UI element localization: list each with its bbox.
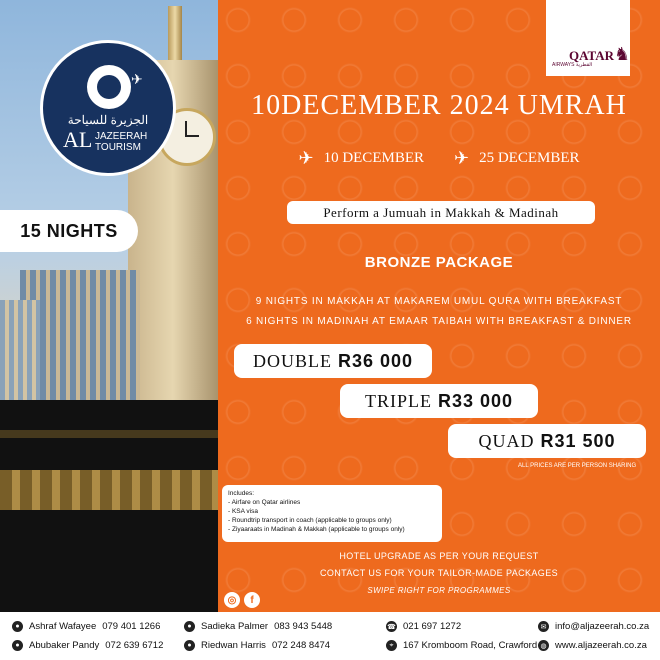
- person-icon: ●: [184, 640, 195, 651]
- website-contact: ◍ www.aljazeerah.co.za: [538, 640, 647, 651]
- al-jazeerah-logo: [40, 40, 176, 176]
- contact-person: ● Sadieka Palmer 083 943 5448: [184, 621, 332, 632]
- page-title: 10DECEMBER 2024 UMRAH: [251, 90, 627, 121]
- logo-emblem-icon: [87, 65, 131, 109]
- office-phone: ☎ 021 697 1272: [387, 621, 462, 632]
- logo-arabic-name: الجزيرة للسياحة: [67, 113, 149, 127]
- plane-depart-icon: ✈: [298, 148, 314, 168]
- logo-al: AL: [63, 127, 93, 152]
- person-icon: ●: [12, 640, 23, 651]
- person-icon: ●: [184, 621, 195, 632]
- facebook-icon[interactable]: f: [244, 592, 260, 608]
- jumuah-banner: Perform a Jumuah in Makkah & Madinah: [287, 201, 595, 224]
- globe-icon: ◍: [538, 640, 549, 651]
- email-contact: ✉ info@aljazeerah.co.za: [538, 621, 649, 632]
- contact-person: ● Abubaker Pandy 072 639 6712: [12, 640, 163, 651]
- oryx-icon: ♞: [614, 44, 631, 64]
- qatar-name: QATAR: [568, 48, 614, 63]
- depart-date: 10 DECEMBER: [323, 150, 424, 166]
- logo-plane-icon: ✈: [131, 71, 143, 87]
- person-icon: ●: [12, 621, 23, 632]
- price-triple: TRIPLE R33 000: [340, 384, 538, 418]
- location-icon: ⌖: [386, 640, 397, 651]
- price-note: ALL PRICES ARE PER PERSON SHARING: [518, 463, 637, 469]
- travel-dates: [218, 148, 660, 169]
- package-title: BRONZE PACKAGE: [364, 254, 514, 271]
- package-line-makkah: 9 NIGHTS IN MAKKAH AT MAKAREM UMUL QURA WITH BREAKFAST: [255, 296, 623, 307]
- plane-arrive-icon: ✈: [454, 148, 470, 168]
- return-date: 25 DECEMBER: [479, 150, 580, 166]
- kaaba-band: [0, 470, 218, 510]
- office-address: ⌖ 167 Kromboom Road, Crawford: [386, 640, 537, 651]
- contact-bar: [0, 612, 660, 660]
- price-double: DOUBLE R36 000: [234, 344, 432, 378]
- contact-person: ● Riedwan Harris 072 248 8474: [184, 640, 330, 651]
- includes-item: - Roundtrip transport in coach (applicable to groups only): [228, 517, 392, 524]
- phone-icon: ☎: [386, 621, 397, 632]
- nights-badge: 15 NIGHTS: [0, 210, 138, 252]
- qatar-sub: AIRWAYS القطرية: [552, 62, 593, 68]
- includes-item: - Ziyaaraats in Madinah & Makkah (applicable to groups only): [228, 526, 405, 533]
- tailor-made-text: CONTACT US FOR YOUR TAILOR-MADE PACKAGES: [319, 568, 559, 578]
- includes-box: [222, 485, 442, 542]
- instagram-icon[interactable]: ◎: [224, 592, 240, 608]
- email-icon: ✉: [538, 621, 549, 632]
- package-line-madinah: 6 NIGHTS IN MADINAH AT EMAAR TAIBAH WITH BREAKFAST & DINNER: [246, 316, 632, 327]
- logo-name: JAZEERAH TOURISM: [95, 131, 148, 153]
- includes-heading: Includes:: [228, 490, 255, 497]
- hotel-upgrade-text: HOTEL UPGRADE AS PER YOUR REQUEST: [339, 551, 539, 561]
- price-quad: QUAD R31 500: [448, 424, 646, 458]
- swipe-text: SWIPE RIGHT FOR PROGRAMMES: [367, 586, 511, 595]
- includes-item: - Airfare on Qatar airlines: [228, 499, 301, 506]
- qatar-airways-logo: [546, 0, 630, 76]
- contact-person: ● Ashraf Wafayee 079 401 1266: [12, 621, 160, 632]
- includes-item: - KSA visa: [228, 508, 258, 515]
